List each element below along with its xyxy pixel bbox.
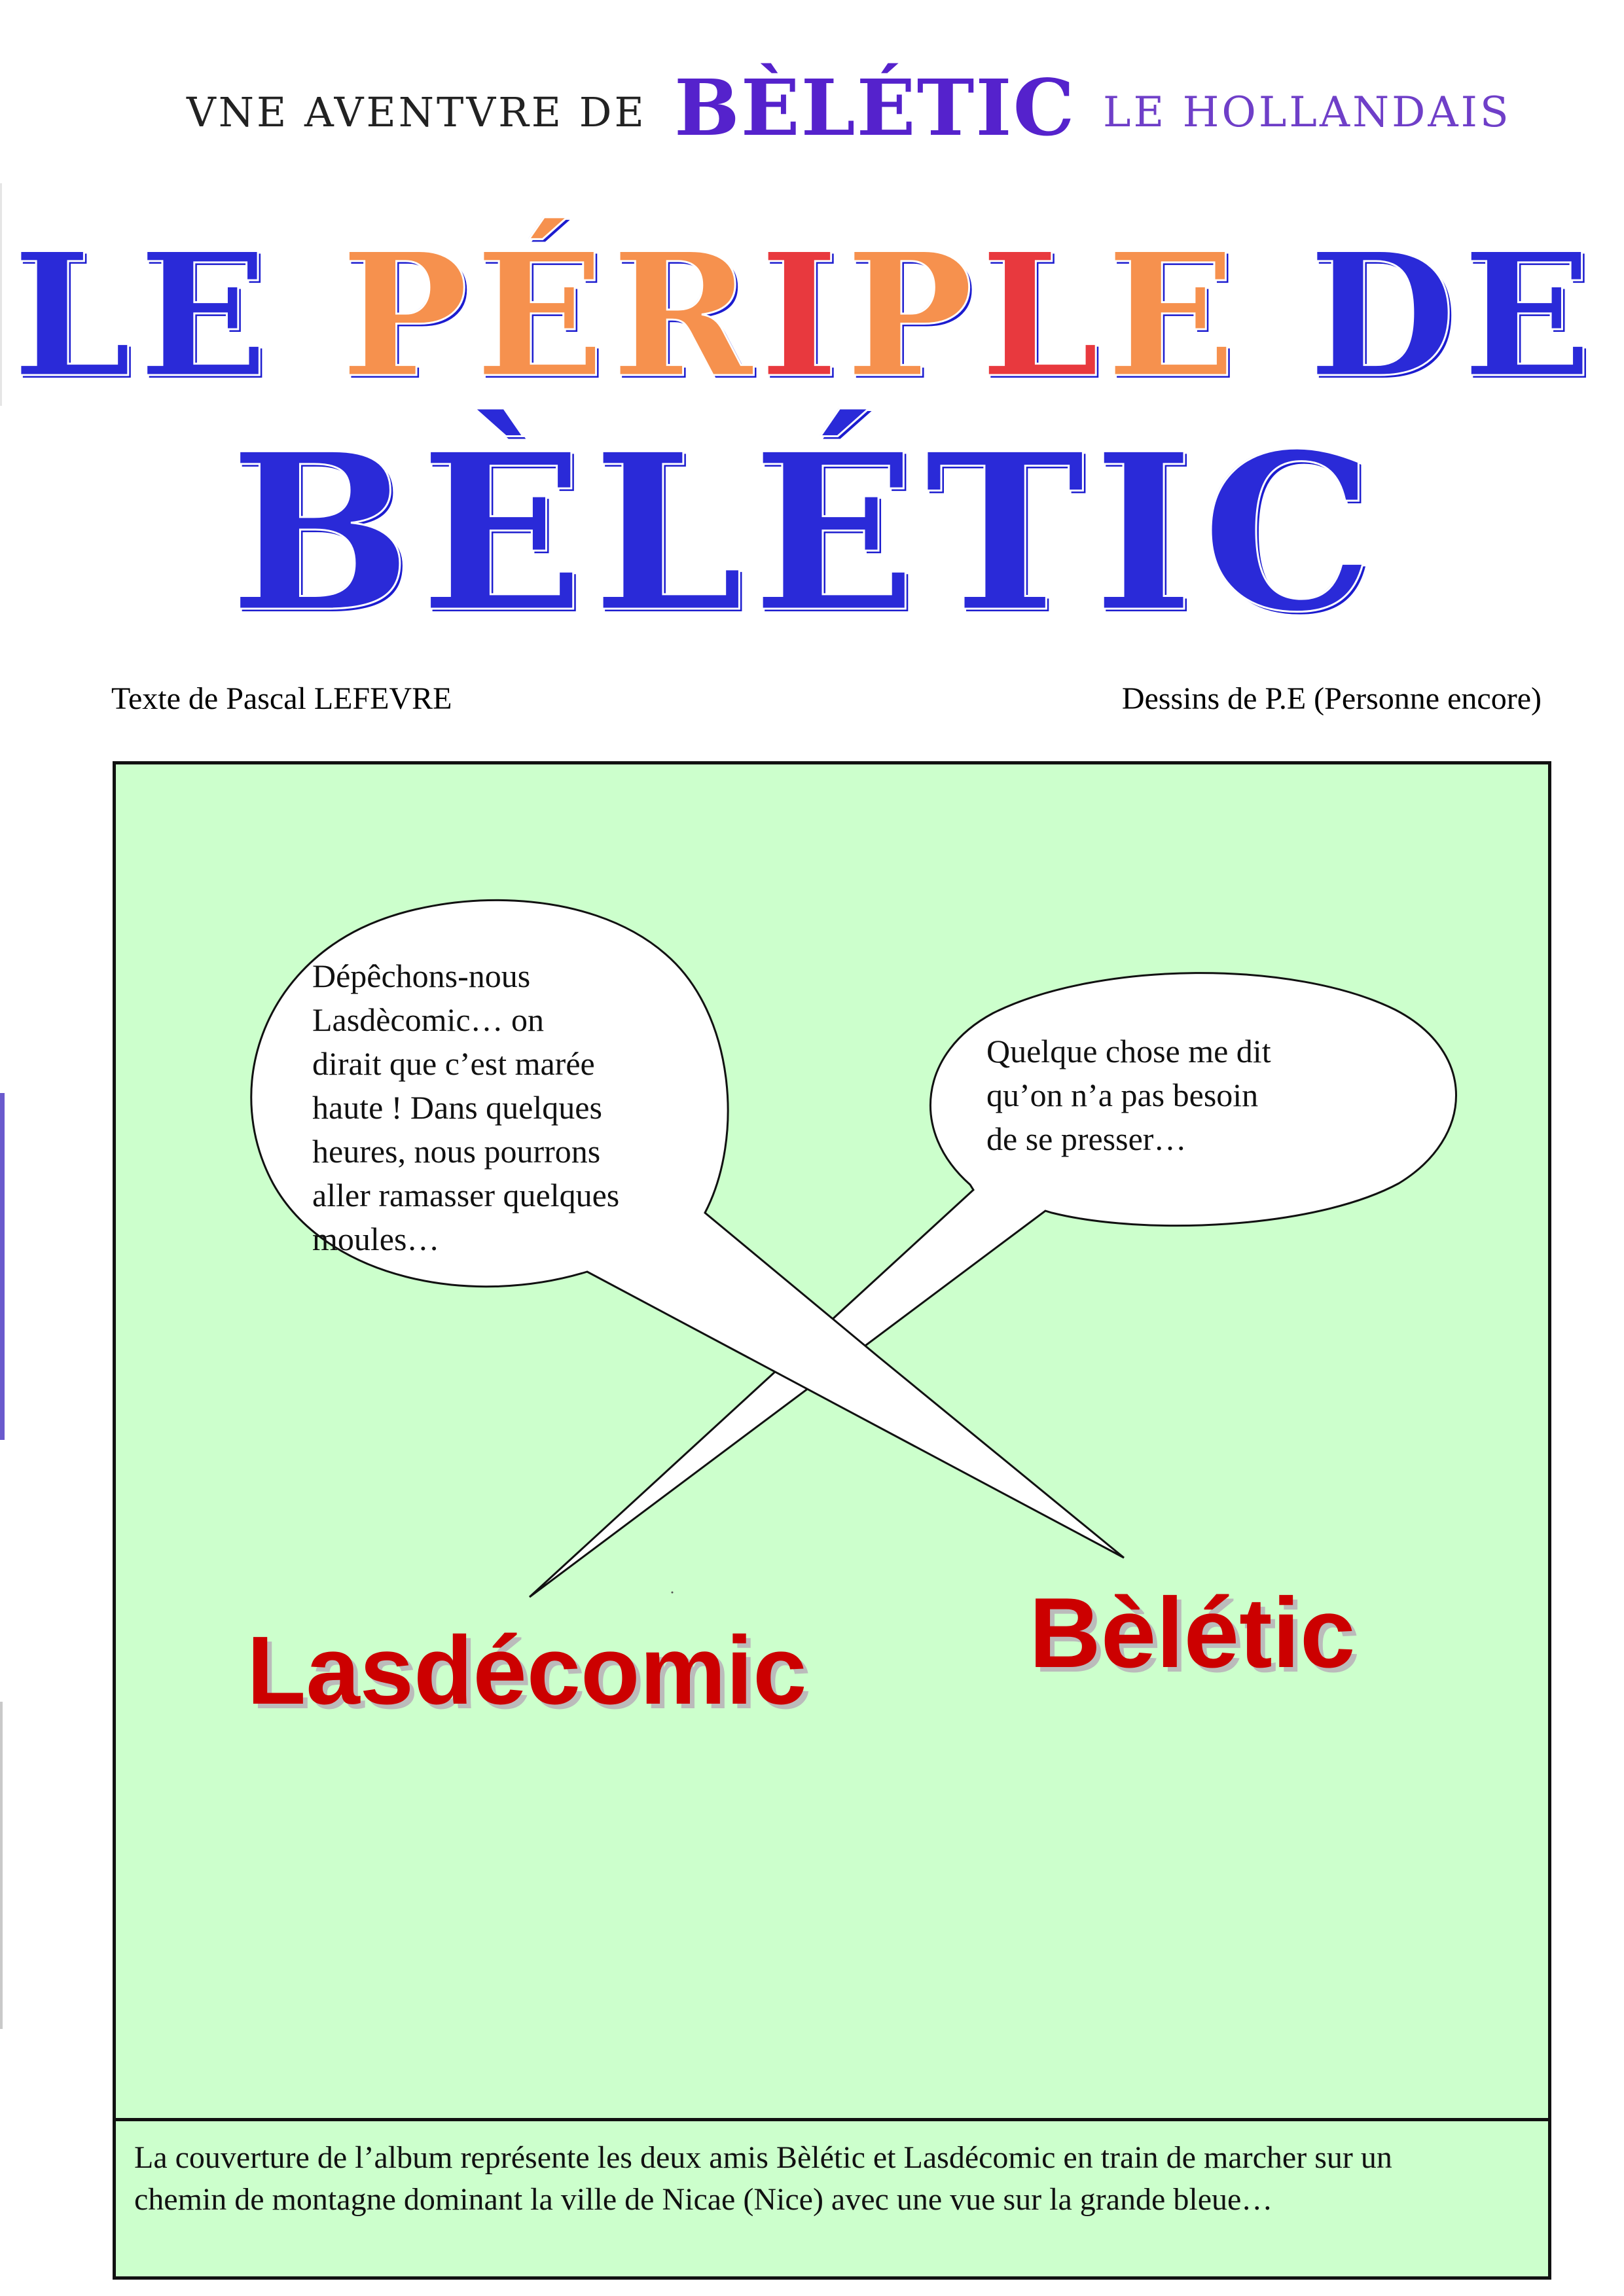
comic-panel	[113, 761, 1551, 2280]
character-label-beletic: Bèlétic	[1029, 1577, 1356, 1689]
speech-bubble-left-text: Dépêchons-nous Lasdècomic… on dirait que c’est marée haute ! Dans quelques heures, nous pourrons aller ramasser quelques moules…	[312, 958, 620, 1257]
credit-illustrator: Dessins de P.E (Personne encore)	[1121, 681, 1542, 716]
series-header	[0, 62, 1624, 160]
spine-mark	[0, 1093, 5, 1440]
series-suffix: LE HOLLANDAIS	[1103, 88, 1511, 137]
title-word-periple: PÉRIPLE	[340, 216, 1243, 416]
stray-dot	[672, 1592, 674, 1594]
panel-caption	[116, 2118, 1548, 2280]
character-label-lasdecomic: Lasdécomic	[247, 1617, 807, 1725]
series-hero-name: BÈLÉTIC	[674, 62, 1076, 153]
caption-line: chemin de montagne dominant la ville de Nicae (Nice) avec une vue sur la grande bleue…	[134, 2182, 1273, 2217]
title-word-de: DE	[1242, 216, 1599, 416]
credit-author: Texte de Pascal LEFEVRE	[111, 681, 452, 716]
album-title-line1	[0, 216, 1617, 416]
speech-bubble-right-text: Quelque chose me dit qu’on n’a pas besoin de se presser…	[986, 1033, 1271, 1157]
spine-mark	[0, 1702, 3, 2029]
series-prefix: VNE AVENTVRE DE	[187, 88, 647, 136]
album-title-line2: BÈLÉTIC	[229, 406, 1382, 660]
caption-line: La couverture de l’album représente les deux amis Bèlétic et Lasdécomic en train de marcher sur un	[134, 2140, 1392, 2175]
title-word-le: LE	[12, 216, 341, 416]
